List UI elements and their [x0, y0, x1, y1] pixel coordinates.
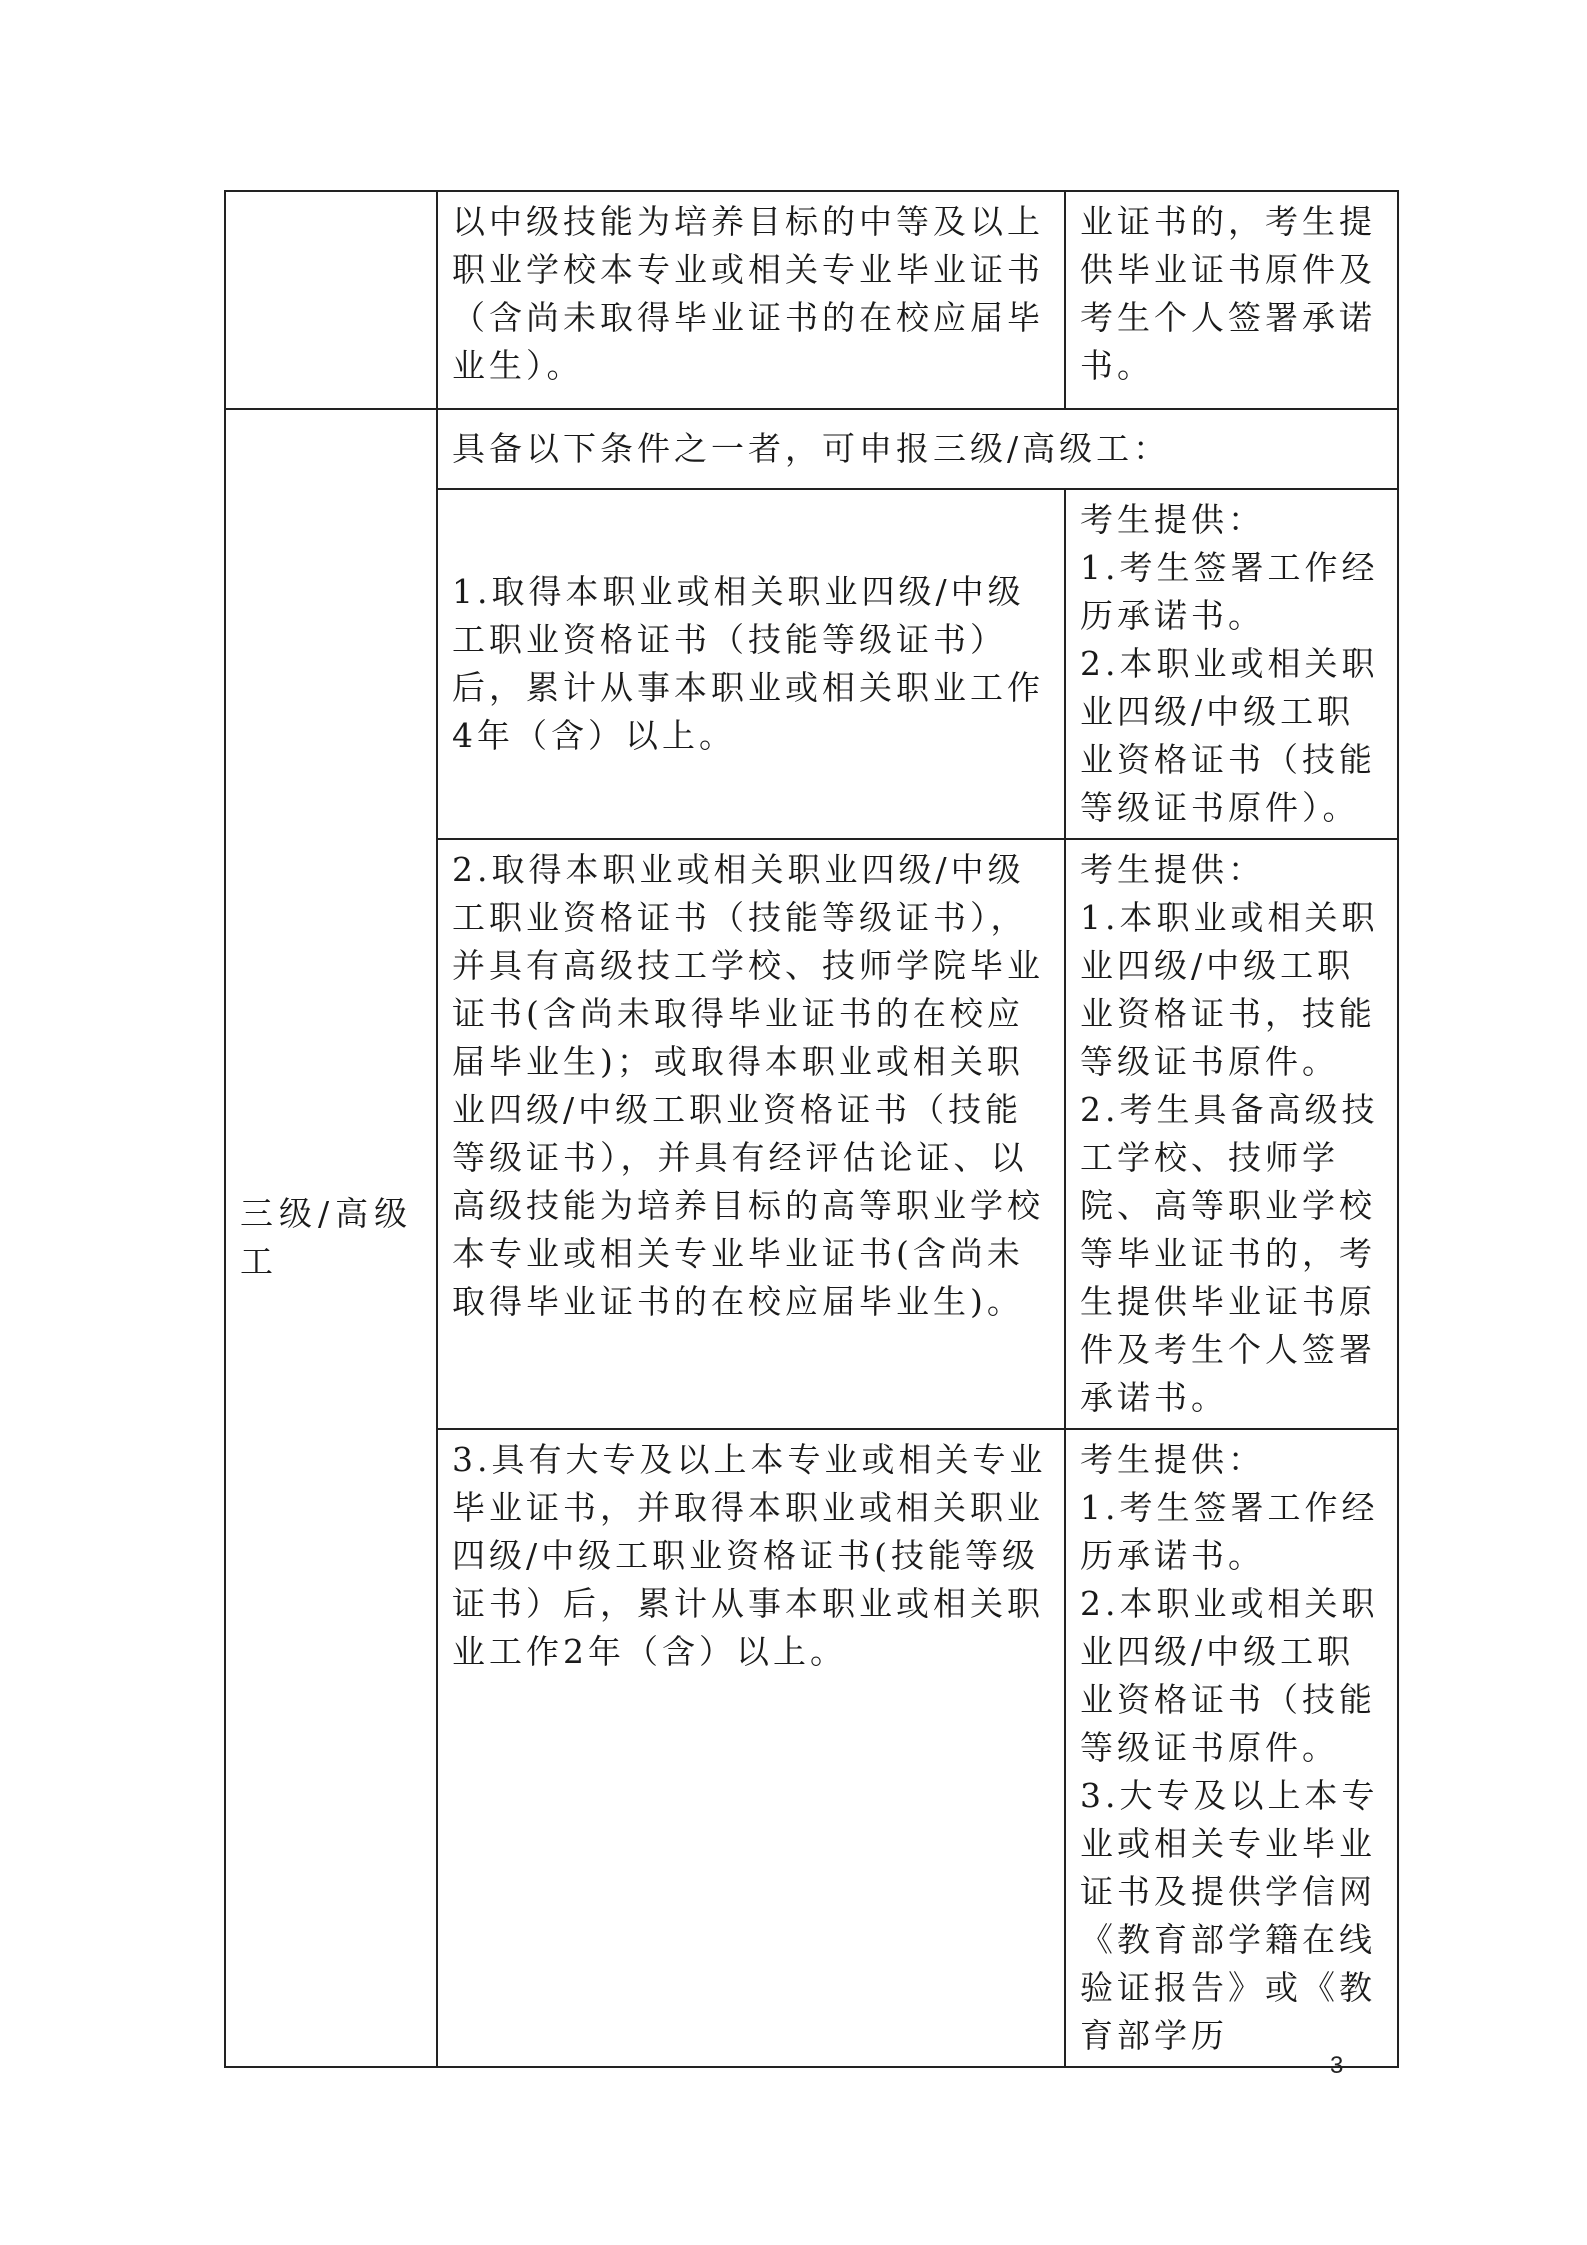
materials-line: 考生提供： — [1080, 1440, 1265, 1479]
materials-line: 1.考生签署工作经历承诺书。 — [1080, 548, 1379, 635]
materials-line: 2.本职业或相关职业四级/中级工职业资格证书（技能等级证书原件。 — [1080, 1584, 1379, 1767]
materials-line: 考生提供： — [1080, 850, 1265, 889]
materials-cell — [1065, 839, 1398, 1429]
materials-line: 1.考生签署工作经历承诺书。 — [1080, 1488, 1379, 1575]
page-number: 3 — [1330, 2052, 1344, 2079]
condition-cell: 2.取得本职业或相关职业四级/中级工职业资格证书（技能等级证书），并具有高级技工学校、技师学院毕业证书(含尚未取得毕业证书的在校应届毕业生)；或取得本职业或相关职业四级/中级工职业资格证书（技能等级证书），并具有经评估论证、以高级技能为培养目标的高等职业学校本专业或相关专业毕业证书(含尚未取得毕业证书的在校应届毕业生)。 — [437, 839, 1065, 1429]
level-cell-empty — [225, 191, 437, 409]
materials-cell — [1065, 489, 1398, 839]
materials-line: 3.大专及以上本专业或相关专业毕业证书及提供学信网《教育部学籍在线验证报告》或《教育部学历 — [1080, 1776, 1379, 2055]
level-label-cell: 三级/高级工 — [225, 409, 437, 2067]
condition-cell: 3.具有大专及以上本专业或相关专业毕业证书，并取得本职业或相关职业四级/中级工职业资格证书(技能等级证书）后，累计从事本职业或相关职业工作2年（含）以上。 — [437, 1429, 1065, 2067]
materials-line: 1.本职业或相关职业四级/中级工职业资格证书，技能等级证书原件。 — [1080, 898, 1379, 1081]
requirements-table — [224, 190, 1399, 2068]
condition-cell: 1.取得本职业或相关职业四级/中级工职业资格证书（技能等级证书）后，累计从事本职业或相关职业工作4年（含）以上。 — [437, 489, 1065, 839]
materials-line: 2.本职业或相关职业四级/中级工职业资格证书（技能等级证书原件）。 — [1080, 644, 1379, 827]
table-row — [225, 409, 1398, 489]
materials-cell: 业证书的，考生提供毕业证书原件及考生个人签署承诺书。 — [1065, 191, 1398, 409]
materials-line: 考生提供： — [1080, 500, 1265, 539]
intro-cell: 具备以下条件之一者，可申报三级/高级工： — [437, 409, 1398, 489]
materials-line: 2.考生具备高级技工学校、技师学院、高等职业学校等毕业证书的，考生提供毕业证书原件及考生个人签署承诺书。 — [1080, 1090, 1379, 1417]
materials-cell — [1065, 1429, 1398, 2067]
condition-cell: 以中级技能为培养目标的中等及以上职业学校本专业或相关专业毕业证书（含尚未取得毕业证书的在校应届毕业生）。 — [437, 191, 1065, 409]
table-row — [225, 191, 1398, 409]
